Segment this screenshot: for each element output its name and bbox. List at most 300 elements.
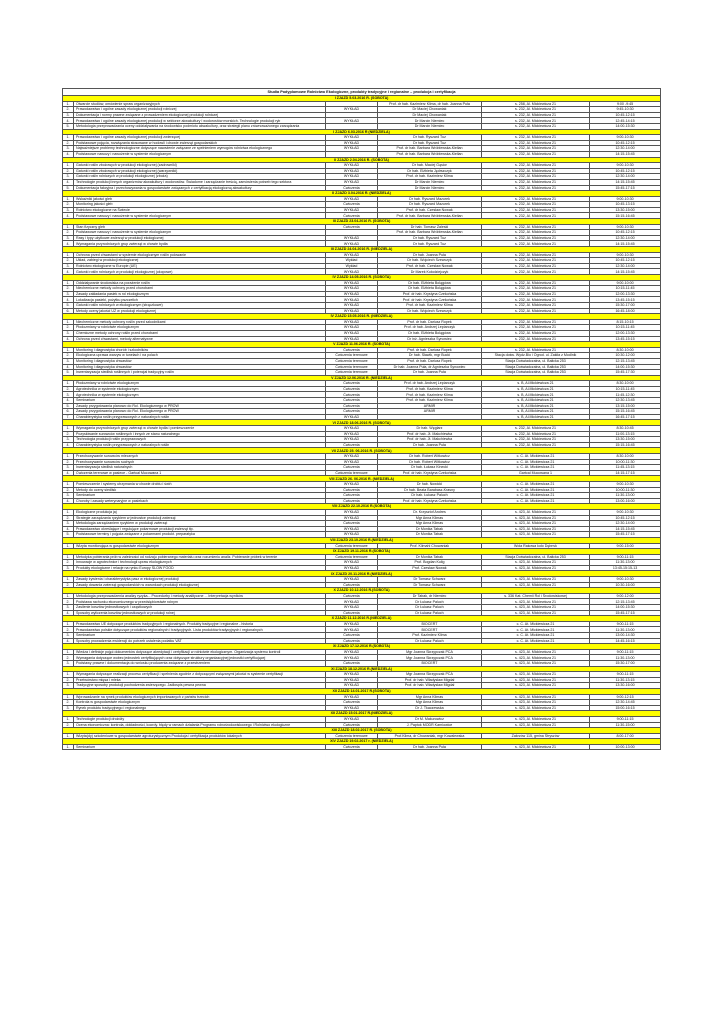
row-time: 12:00-13:30 [590,330,661,336]
row-form: WYKŁAD [326,308,378,314]
row-form: WYKŁAD [326,705,378,711]
row-time: 8:30-10:00 [590,454,661,460]
row-topic: Monitoring i diagnostyka chorób i szkodników [74,347,326,353]
row-form: Ćwiczenia [326,582,378,588]
row-topic: Wymagania przyrodniczych grup zwierząt w chowie bydła [74,241,326,247]
row-form: WYKŁAD [326,605,378,611]
row-place: s. 232, Al. Mickiewicza 21 [482,140,590,146]
row-time: 11:30-13:15 [590,677,661,683]
row-place: s. B, Al.Mickiewicza 21 [482,409,590,415]
row-topic: Seminarium [74,744,326,750]
row-place: s. 232, Al. Mickiewicza 21 [482,112,590,118]
row-number: 3. [63,330,74,336]
row-form: Ćwiczenia [326,202,378,208]
row-time: 14:15-17:15 [590,470,661,476]
row-topic: Ćwiczenia terenowe w pasiece - Gartcal Mucowana 1 [74,470,326,476]
row-place: s. 232, Al. Mickiewicza 21 [482,297,590,303]
row-form: WYKŁAD [326,627,378,633]
row-time: 9:00-11:15 [590,649,661,655]
row-topic: Przechowywanie surowców mlecznych [74,454,326,460]
row-topic: Choroby i zasady weterynaryjne w pasiekach [74,498,326,504]
row-topic: Podstawy prawne i dokumentacja do wniosku producenta związane z przestrzeniem [74,660,326,666]
row-topic: Stan fizyczny gleb [74,224,326,230]
row-lecturer: Prof. dr hab. Krystyna Czekońska [378,470,482,476]
row-number: 4. [63,269,74,275]
row-time: 10:45-12:15 [590,258,661,264]
row-place: s. 232, Al. Mickiewicza 21 [482,258,590,264]
row-lecturer: Prof. dr hab. Władysław Migdał [378,677,482,683]
row-time: 15:45-17:15 [590,185,661,191]
row-form: Wykład [326,263,378,269]
row-form: Ćwiczenia terenowe [326,353,378,359]
row-lecturer: Dr Maciej Chowaniak [378,112,482,118]
row-time: 9:00-10:30 [590,163,661,169]
row-lecturer: Dr hab. Joanna Puła [378,252,482,258]
row-lecturer: Dr Łukasz Paluch [378,610,482,616]
row-place: c. C. At. Mickiewicza 21 [482,481,590,487]
row-form: Ćwiczenia terenowe [326,370,378,376]
row-place: s. 423, Al. Mickiewicza 21 [482,599,590,605]
row-topic: Metodyka pobierania prób w zależności od rodzaju pobieranego materiału oraz rozumieniu analiz. Pobieranie próbek w terenie [74,554,326,560]
row-time: 10:45-12:15 [590,140,661,146]
row-topic: Dokumentacja i normy prawne związane z prowadzeniem ekologicznej produkcji rolniczej [74,112,326,118]
row-time: 9:00-10:30 [590,135,661,141]
row-time: 11:00-13:15 [590,431,661,437]
row-lecturer: Prof. dr hab. Władysław Migdał [378,683,482,689]
row-topic: Strategie zarządzania ryzykiem w jednostce produkcji zwierząt [74,515,326,521]
row-time: 9:00-10:30 [590,577,661,583]
row-form: Ćwiczenia [326,493,378,499]
row-number: 1. [63,381,74,387]
row-time: 11:30-15:00 [590,722,661,728]
row-form: WYKŁAD [326,140,378,146]
row-time: 11:30-13:00 [590,493,661,499]
row-place: s. 423, Al. Mickiewicza 21 [482,515,590,521]
row-number: 7. [63,414,74,420]
row-time: 9:00-10:30 [590,509,661,515]
row-number: 3. [63,146,74,152]
row-number: 6. [63,308,74,314]
row-time: 12:45-14:15 [590,118,661,124]
row-lecturer: Dr hab. Joanna Puła [378,744,482,750]
row-place: s. 232, Al. Mickiewicza 21 [482,123,590,129]
row-time: 15:15-16:45 [590,409,661,415]
row-time: 8:30-10:00 [590,381,661,387]
row-topic: Charakterystyka roślin przyprawowych z naturalnych roślin [74,414,326,420]
row-lecturer: Dr J. Tkaczewska [378,705,482,711]
row-number: 3. [63,174,74,180]
row-form: Ćwiczenia [326,398,378,404]
row-lecturer: Dr hab. Ryszard Tuz [378,241,482,247]
row-topic: Wizyta monitorująca w gospodarstwie ekologicznym [74,543,326,549]
row-form: WYKŁAD [326,621,378,627]
row-lecturer: Dr hab. Elżbieta Jędrszczyk [378,168,482,174]
row-number: 2. [63,515,74,521]
row-lecturer: Dr hab. Ryszard Mazurek [378,202,482,208]
row-time: 14:15-15:45 [590,526,661,532]
row-time: 10:15-11:45 [590,286,661,292]
row-topic: Podstawowe nawozy i nawożenie w systemie ekologicznym [74,230,326,236]
session-header: III ZJAZD 23.04.2016 R. (SOBOTA) [63,219,661,225]
row-time: 12:30-14:00 [590,235,661,241]
row-form: WYKŁAD [326,414,378,420]
row-time: 10:30-12:00 [590,353,661,359]
session-header: VIII ZJAZD 22.10.2016 R.(SOBOTA) [63,504,661,510]
row-place: s. B, Al.Mickiewicza 21 [482,381,590,387]
row-number: 2. [63,325,74,331]
row-time: 9:00-12:15 [590,694,661,700]
row-place: s. 232, Al. Mickiewicza 21 [482,135,590,141]
row-lecturer: Mgr Anna Klimas [378,700,482,706]
session-header: II ZJAZD 3.04.2016 R. (NIEDZIELA) [63,191,661,197]
row-number: 3. [63,705,74,711]
row-form: Ćwiczenia [326,744,378,750]
row-topic: Podstawa rachunku ekonomicznego w przedsiębiorstwie rolnym [74,599,326,605]
row-number: 2. [63,168,74,174]
row-form: WYKŁAD [326,683,378,689]
session-header: XI ZJAZD 18.12.2016 R.(NIEDZIELA) [63,666,661,672]
row-number: 2. [63,258,74,264]
row-number: 2. [63,286,74,292]
row-lecturer: Dr hab. Nowicki [378,481,482,487]
row-time: 12:30-14:00 [590,146,661,152]
row-place: s. 232, Al. Mickiewicza 21 [482,330,590,336]
row-place: s. 232, Al. Mickiewicza 21 [482,224,590,230]
row-place: c. C. At. Mickiewicza 21 [482,498,590,504]
session-header: XII ZJAZD 14.01.2017 R.(SOBOTA) [63,688,661,694]
row-time: 9:00-10:30 [590,481,661,487]
row-time: 14:00-15:30 [590,364,661,370]
row-place: s. 232, Al. Mickiewicza 21 [482,319,590,325]
row-form: WYKŁAD [326,107,378,113]
row-lecturer: Prof. dr hab. Jt. Makchiewka [378,431,482,437]
row-time: 10:30-16:00 [590,582,661,588]
row-time: 10:45-12:15 [590,168,661,174]
row-form: WYKŁAD [326,437,378,443]
row-place: s. 423, Al. Mickiewicza 21 [482,660,590,666]
row-lecturer: Prof. dr hab. Andrzej Lepiarczyk [378,325,482,331]
row-number: 3. [63,263,74,269]
row-time: 13:45-15:15 [590,297,661,303]
row-lecturer: Dr. Krzysztof Andres [378,509,482,515]
row-topic: Kontrola w gospodarstwie ekologicznym [74,700,326,706]
row-time: 11:30-13:00 [590,655,661,661]
row-time: 15:15-16:45 [590,442,661,448]
row-number: 1. [63,426,74,432]
row-number: 2. [63,353,74,359]
row-lecturer: Dr hab. Beata Barabasz-Krasny [378,487,482,493]
row-time: 14:15-15:45 [590,151,661,157]
row-number: 3. [63,565,74,571]
row-topic: Monitoring jakości gleb [74,202,326,208]
row-place: s. 232, Al. Mickiewicza 21 [482,107,590,113]
row-number: 2. [63,459,74,465]
row-place: s. 232, Al. Mickiewicza 21 [482,185,590,191]
row-form: WYKŁAD [326,135,378,141]
row-place: s. 232, Al. Mickiewicza 21 [482,308,590,314]
row-form: Ćwiczenia [326,386,378,392]
row-number: 1. [63,672,74,678]
row-topic: Płodozmiany w rolnictwie ekologicznym [74,325,326,331]
row-number: 2. [63,599,74,605]
row-form: WYKŁAD [326,319,378,325]
row-topic: Niechemiczne metody ochrony roślin przed szkodnikami [74,319,326,325]
schedule-table [62,88,661,750]
row-form: WYKŁAD [326,179,378,185]
row-number: 4. [63,213,74,219]
row-topic: Gatunki roślin rolniczych w ekologicznym (strączkowe) [74,302,326,308]
row-number: 1. [63,280,74,286]
row-place: s. B, Al.Mickiewicza 21 [482,386,590,392]
row-place: s. B, Al.Mickiewicza 21 [482,398,590,404]
row-time: 11:45-12:30 [590,392,661,398]
row-place: Stacja Doświadczalna, ul. Bałicka 253 [482,370,590,376]
row-topic: Podstawowe nawozy i nawożenie w systemie ekologicznym [74,213,326,219]
row-place: s. 423, Al. Mickiewicza 21 [482,694,590,700]
row-place: s. 232, Al. Mickiewicza 21 [482,286,590,292]
row-topic: Agrotechnika w systemie ekologicznym [74,386,326,392]
row-place: s. 232, Al. Mickiewicza 21 [482,163,590,169]
row-form: WYKŁAD [326,302,378,308]
row-time: 12:30-14:00 [590,263,661,269]
row-time: 14:15-15:45 [590,241,661,247]
row-place: c. C. At. Mickiewicza 21 [482,638,590,644]
row-lecturer: Dr hab. Joanna Puła, dr Agnieszka Synowiec [378,364,482,370]
row-number: 1. [63,481,74,487]
row-number: 5. [63,302,74,308]
row-topic: Niechemiczne metody ochrony przed chorobami [74,286,326,292]
row-topic: Gatunki roślin zbożowych w produkcji ekologicznej (zadrowniki) [74,163,326,169]
row-topic: Przetwórstwo mięsa i mleka [74,677,326,683]
row-topic: Inwentaryzacja siedlisk naturalnych [74,465,326,471]
row-place: s. 232, Al. Mickiewicza 21 [482,302,590,308]
row-place: s. B, Al.Mickiewicza 21 [482,414,590,420]
row-place: s. 232, Al. Mickiewicza 21 [482,426,590,432]
row-topic: Ochrona przed chwastami, metody alternatywne [74,336,326,342]
row-topic: Prawodawstwo polskie dotyczące produktów regionalnych i tradycyjnych. Lista produktów tradycyjnych i regionalnych [74,627,326,633]
row-place: s. 423, Al. Mickiewicza 21 [482,532,590,538]
row-lecturer: Prof.Klima, dr Chowaniak, mgr Kowalewska [378,733,482,739]
row-lecturer: Mgr Anna Klimas [378,521,482,527]
row-form: WYKŁAD [326,235,378,241]
row-form: WYKŁAD [326,716,378,722]
row-time: 15:15-16:45 [590,213,661,219]
row-place: Stacja Doświadczalna, ul. Bałicka 253 [482,554,590,560]
row-form: WYKŁAD [326,431,378,437]
row-time: 10:00-11:30 [590,487,661,493]
row-time: 12:00-13:30 [590,291,661,297]
row-time: 9:00 -9:45 [590,101,661,107]
row-topic: Ekologiczne produkcja jaj [74,509,326,515]
row-lecturer: Dr hab. Wojciech Szewczyk [378,308,482,314]
row-topic: Tradycyjne sposoby produkcji pochodzenia zwierzęcego. Jadłospis pewna pewna [74,683,326,689]
row-lecturer: Mgr Anna Klimas [378,515,482,521]
row-time: 14:00-15:30 [590,605,661,611]
row-topic: Gatunki roślin zbożowych w produkcji ekologicznej (warzywniki) [74,168,326,174]
row-topic: Układ, zabiegi w produkcji ekologicznej [74,258,326,264]
row-topic: Metodologia przeprowadzania oceny oddziaływania na środowisko podmiotu akwakultury, oraz strategii planu zrównoważonego zarządzania [74,123,326,129]
row-lecturer: Dr hab. Węglarz [378,426,482,432]
row-lecturer: Prof. dr hab. Czesław Nowak [378,263,482,269]
row-topic: Ocena ekonomiczna: kontrola, dokładności, koordy. błędy w ramach działania Programu rolnośrodowiskowego i Rolnictwo ekologiczne [74,722,326,728]
row-time: 8:15-10:15 [590,319,661,325]
row-number: 4. [63,442,74,448]
row-number: 3. [63,521,74,527]
row-number: 5. [63,532,74,538]
row-lecturer: Dr Marek Kołodziejczyk [378,269,482,275]
row-time: 14:00-15:30 [590,123,661,129]
row-time: 14:45-16:15 [590,638,661,644]
row-time: 15:45-17:15 [590,610,661,616]
row-place: c. C. At. Mickiewicza 21 [482,633,590,639]
row-topic: Gatunki roślin rolniczych w produkcji ekologicznej (okopowe) [74,269,326,275]
row-place: s. 423, Al. Mickiewicza 21 [482,683,590,689]
row-form: Ćwiczenia [326,392,378,398]
session-header: IX ZJAZD 19.11.2016 R.(SOBOTA) [63,549,661,555]
row-number: 2. [63,677,74,683]
row-place: s. B, Al.Mickiewicza 21 [482,392,590,398]
row-form: WYKŁAD [326,241,378,247]
row-topic: Zasady przygotowania planowo do Rol. Ekologicznego w PROW [74,409,326,415]
row-number: 2. [63,487,74,493]
row-number: 1. [63,694,74,700]
row-time: 10:45-12:15 [590,112,661,118]
row-topic: Zasady zakładania pasiek w rol ekologicznym [74,291,326,297]
row-time: 12:15-13:45 [590,358,661,364]
row-place: s. 232, Al. Mickiewicza 21 [482,196,590,202]
row-form: WYKŁAD [326,297,378,303]
row-topic: Inwentaryzacja siedlisk roślinnych i potencjał tradycyjny roślin [74,370,326,376]
row-topic: Sposoby wyliczenia kosztów jednostkowych w produkcji rolnej [74,610,326,616]
session-header: IV ZJAZD 15.05.2016 R. (NIEDZIELA) [63,314,661,320]
row-lecturer: Dr M. Makurowicz [378,716,482,722]
row-lecturer: Dr Marcin Niemiec [378,179,482,185]
row-place: s. 232, Al. Mickiewicza 21 [482,179,590,185]
row-form: Ćwiczenia [326,409,378,415]
row-topic: Wymagania przyrodniczych grup zwierząt w chowie bydła i pomieszczenie [74,426,326,432]
row-number: 1. [63,744,74,750]
schedule-body [63,89,661,750]
row-number: 2. [63,107,74,113]
row-form: WYKŁAD [326,174,378,180]
row-topic: Gatunki roślin rolniczych w produkcji ekologicznej (zboża) [74,174,326,180]
row-form: Ćwiczenia [326,521,378,527]
row-topic: Wizyta(dy) szkoleniowe w gospodarstwie agroturystycznym Produkcja i certyfikacja produktów lokalnych [74,733,326,739]
row-place: c. C. At. Mickiewicza 21 [482,465,590,471]
row-lecturer: Dr Łukasz Paluch [378,599,482,605]
row-form: Ćwiczenia [326,213,378,219]
row-number: 3. [63,358,74,364]
row-topic: Pomieszczenie i systemy utrzymania w chowie drobiu i świń [74,481,326,487]
row-form: WYKŁAD [326,560,378,566]
row-time: 8:00-17:00 [590,733,661,739]
row-number: 1. [63,577,74,583]
row-number: 1. [63,347,74,353]
row-place: Gartcal Mucowana 1 [482,470,590,476]
row-topic: Wskaźniki jakości gleb [74,196,326,202]
row-time: 10:00-11:30 [590,459,661,465]
row-time: 9:00-11:15 [590,716,661,722]
row-lecturer: Dr hab. Robert Witkowicz [378,454,482,460]
row-lecturer: Prof. dr hab. Kazimierz Klima [378,386,482,392]
row-place: s. 232, Al. Mickiewicza 21 [482,252,590,258]
row-form: Ćwiczenia terenowe [326,733,378,739]
row-topic: Zasady żywienia i charakterystyka pasz w ekologicznej produkcji [74,577,326,583]
row-time: 10:45-13:15 [590,202,661,208]
row-time: 9:00-10:30 [590,224,661,230]
row-lecturer: BIOCERT [378,627,482,633]
row-place: c. C. At. Mickiewicza 21 [482,487,590,493]
row-time: 10:15-11:45 [590,325,661,331]
row-lecturer: Prof. dr hab. Dariusz Ropek [378,347,482,353]
row-number: 1. [63,101,74,107]
session-header: V ZJAZD 12.06.2016 R. (NIEDZIELA) [63,375,661,381]
document-title: Studia Podyplomowe Rolnictwo Ekologiczne, produkty tradycyjne i regionalne – produkcja i certyfikacja [63,89,661,96]
row-topic: Otwarcie studiów, omówienie spraw organizacyjnych [74,101,326,107]
row-lecturer: Dr hab. Elżbieta Bolągówa [378,286,482,292]
session-header: V ZJAZD 11.06.2016 R. (SOBOTA) [63,342,661,348]
row-form: Ćwiczenia [326,487,378,493]
row-time: 14:15-15:45 [590,269,661,275]
row-number: 2. [63,700,74,706]
row-time: 9:00-10:30 [590,252,661,258]
row-place: s. 232, Al. Mickiewicza 21 [482,235,590,241]
row-lecturer: Dr inż. Agnieszka Synowiec [378,336,482,342]
row-form: WYKŁAD [326,459,378,465]
row-form: WYKŁAD [326,672,378,678]
row-number: 3. [63,605,74,611]
row-time: 11:45-13:15 [590,465,661,471]
row-lecturer: Prof. dr hab. Kazimierz Klima [378,174,482,180]
row-topic: Rynek produktu tradycyjnego i regionalnego [74,705,326,711]
row-time: 11:30-13:00 [590,560,661,566]
row-lecturer: Dr hab. Ryszard Tuz [378,135,482,141]
row-time: 11:30-13:00 [590,627,661,633]
row-form: WYKŁAD [326,509,378,515]
row-lecturer: Dr hab. Wojciech Szewczyk [378,258,482,264]
row-form: WYKŁAD [326,426,378,432]
row-time: 14:15-15:45 [590,179,661,185]
row-lecturer: Prof. dr hab. Krystyna Czekońska [378,297,482,303]
row-lecturer: Mgr Joanna Skrzypczak PCA [378,649,482,655]
row-lecturer: Prof. dr hab. Barbara Wróblewska-Kiełian [378,151,482,157]
row-form: WYKŁAD [326,694,378,700]
row-topic: Płodozmiany w rolnictwie ekologicznym [74,381,326,387]
row-form: Ćwiczenia [326,700,378,706]
row-topic: Zasady dowania zwierząt gospodarskich w warunkach produkcji ekologicznej [74,582,326,588]
row-lecturer: Prof. dr hab. Krystyna Czekońska [378,291,482,297]
row-topic: Seminarium [74,633,326,639]
row-time: 13:30-15:00 [590,207,661,213]
row-topic: Metodologia przeprowadzenia analizy ryzyka... Procedurby i metody analityczne ... Interpretacja wyników [74,593,326,599]
row-form: WYKŁAD [326,481,378,487]
row-number: 4. [63,398,74,404]
session-header: VIII ZJAZD 23.10.2016 R.(NIEDZIELA) [63,537,661,543]
row-form: Ćwiczenia terenowe [326,358,378,364]
row-time: 10:15-11:45 [590,386,661,392]
row-topic: Zasady przygotowania planowo do Rol. Ekologicznego w PROW [74,403,326,409]
row-number: 3. [63,235,74,241]
row-topic: Technologie produkcji drożdży [74,716,326,722]
row-lecturer: Dr Tomasz Schwarz [378,582,482,588]
row-place: s. 232, Al. Mickiewicza 21 [482,118,590,124]
row-time: 13:00-14:30 [590,633,661,639]
row-place: Zakrzów 115, gmina Stryszów [482,733,590,739]
table-row [63,744,661,750]
row-lecturer: Prof. dr hab. Kazimierz Klima [378,398,482,404]
row-lecturer: Dr Łukasz Paluch [378,605,482,611]
row-lecturer: Dr Marcin Niemiec [378,123,482,129]
